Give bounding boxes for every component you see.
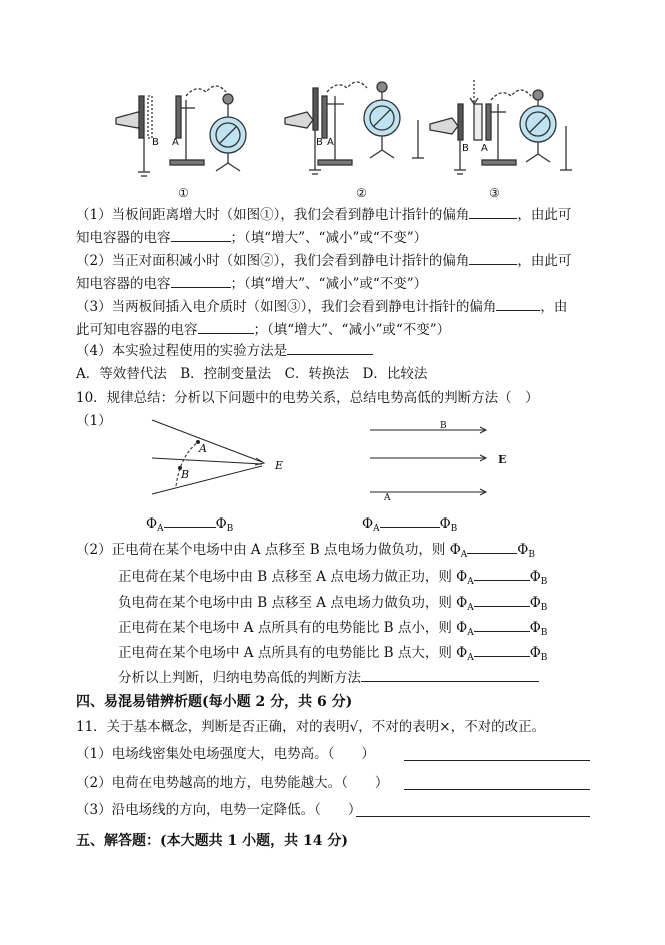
q9-part1-line1: （1）当板间距离增大时（如图①），我们会看到静电计指针的偏角 ，由此可 — [76, 204, 571, 224]
q9-part4: （4）本实验过程使用的实验方法是 — [76, 340, 373, 360]
q10-field-diagrams — [0, 410, 665, 530]
q9-part2-blank2[interactable] — [171, 273, 231, 288]
figure-2-apparatus — [285, 82, 424, 174]
q10-sub1: （1） — [76, 413, 112, 429]
q9-part4-blank[interactable] — [287, 340, 373, 355]
q10-left-field-e: E — [275, 459, 284, 472]
q10-conclusion-blank[interactable] — [361, 667, 539, 682]
q10-right-phi-compare: $\Phi_A$ $\Phi_B$ — [362, 513, 457, 538]
q11-item-2-blank[interactable] — [404, 775, 590, 790]
fig2-label-b: B — [316, 137, 323, 148]
section-5-heading: 五、解答题：(本大题共 1 小题，共 14 分) — [76, 833, 348, 849]
q9-part1-line2: 知电容器的电容 ；（填“增大”、“减小”或“不变”） — [76, 227, 427, 247]
q10-line-1: （2）正电荷在某个电场中由 A 点移至 B 点电场力做负功，则 $\Phi_A$ $\Phi_B$ — [76, 539, 535, 564]
figure-3-apparatus — [430, 80, 572, 174]
q9-part3-blank2[interactable] — [198, 319, 254, 334]
figure-label-1: ① — [178, 186, 189, 200]
q10-right-point-a: A — [384, 493, 391, 503]
q10-left-blank[interactable] — [164, 513, 216, 528]
q9-part2-line2: 知电容器的电容 ；（填“增大”、“减小”或“不变”） — [76, 273, 427, 293]
q10-line-4-blank[interactable] — [474, 617, 530, 632]
q9-part3-line2: 此可知电容器的电容 ；（填“增大”、“减小”或“不变”） — [76, 319, 450, 339]
q10-left-phi-compare: $\Phi_A$ $\Phi_B$ — [146, 513, 233, 538]
q10-right-field-e: E — [498, 453, 507, 466]
capacitor-experiment-figure — [0, 0, 665, 200]
q11-item-1-blank[interactable] — [404, 746, 590, 761]
q11-title: 11．关于基本概念，判断是否正确，对的表明√，不对的表明×，不对的改正。 — [76, 719, 546, 735]
q9-part1-blank1[interactable] — [469, 204, 517, 219]
fig1-label-b: B — [152, 137, 159, 148]
q9-part3-line1: （3）当两板间插入电介质时（如图③），我们会看到静电计指针的偏角 ，由 — [76, 296, 567, 316]
q10-conclusion: 分析以上判断，归纳电势高低的判断方法 — [118, 667, 539, 687]
figure-label-3: ③ — [489, 186, 500, 200]
q10-right-blank[interactable] — [380, 513, 440, 528]
q10-line-3: 负电荷在某个电场中由 B 点移至 A 点电场力做负功，则 $\Phi_A$ $\Phi_B$ — [118, 592, 547, 617]
q11-item-3-blank[interactable] — [356, 802, 590, 817]
q10-line-1-blank[interactable] — [467, 539, 517, 554]
q10-line-4: 正电荷在某个电场中 A 点所具有的电势能比 B 点小，则 $\Phi_A$ $\Phi_B$ — [118, 617, 547, 642]
figure-1-apparatus — [116, 86, 246, 176]
fig3-label-a: A — [481, 143, 488, 154]
q10-line-2-blank[interactable] — [474, 566, 530, 581]
q10-right-point-b: B — [440, 421, 447, 431]
q10-line-5: 正电荷在某个电场中 A 点所具有的电势能比 B 点大，则 $\Phi_A$ $\Phi_B$ — [118, 642, 547, 667]
q9-options: A．等效替代法 B．控制变量法 C．转换法 D．比较法 — [76, 366, 428, 382]
q9-part3-blank1[interactable] — [496, 296, 540, 311]
q10-line-3-blank[interactable] — [474, 592, 530, 607]
fig3-label-b: B — [462, 143, 469, 154]
fig2-label-a: A — [327, 137, 334, 148]
section-4-heading: 四、易混易错辨析题(每小题 2 分，共 6 分) — [76, 694, 353, 710]
q11-item-3: （3）沿电场线的方向，电势一定降低。（ ） — [76, 802, 362, 818]
q11-item-1: （1）电场线密集处电场强度大，电势高。（ ） — [76, 746, 375, 762]
fig1-label-a: A — [172, 137, 179, 148]
q10-line-2: 正电荷在某个电场中由 B 点移至 A 点电场力做正功，则 $\Phi_A$ $\Phi_B$ — [118, 566, 547, 591]
q10-left-point-a: A — [199, 442, 207, 455]
q9-part2-blank1[interactable] — [469, 250, 517, 265]
q10-line-5-blank[interactable] — [474, 642, 530, 657]
q9-part2-line1: （2）当正对面积减小时（如图②），我们会看到静电计指针的偏角 ，由此可 — [76, 250, 571, 270]
figure-label-2: ② — [356, 186, 367, 200]
q10-left-point-b: B — [181, 468, 190, 481]
q9-part1-blank2[interactable] — [171, 227, 231, 242]
q11-item-2: （2）电荷在电势越高的地方，电势能越大。（ ） — [76, 775, 389, 791]
q10-title: 10．规律总结：分析以下问题中的电势关系，总结电势高低的判断方法（ ） — [76, 390, 539, 406]
